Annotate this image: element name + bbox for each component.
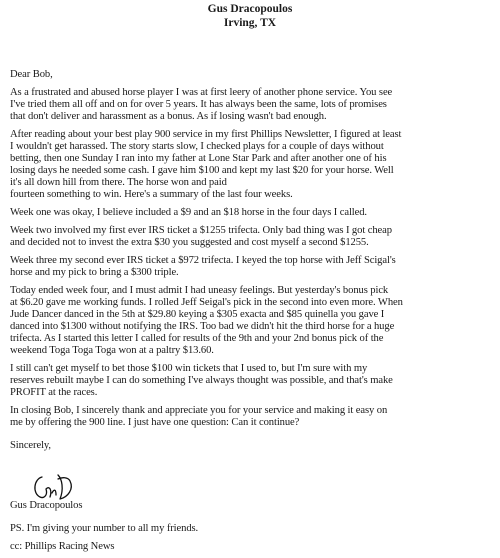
body-line: that don't deliver and harassment as a bonus. As if losing wasn't bad enough. [10, 111, 327, 122]
body-line: weekend Toga Toga Toga won at a paltry $13.60. [10, 345, 214, 356]
body-line: fourteen something to win. Here's a summary of the last four weeks. [10, 189, 293, 200]
body-line: After reading about your best play 900 service in my first Phillips Newsletter, I figured at least [10, 129, 402, 140]
body-line: at $6.20 gave me working funds. I rolled Jeff Seigal's pick in the second into even more. When [10, 297, 403, 308]
body-line: Week three my second ever IRS ticket a $972 trifecta. I keyed the top horse with Jeff Scigal's [10, 255, 396, 266]
body-line: In closing Bob, I sincerely thank and appreciate you for your service and making it easy on [10, 405, 388, 416]
cc-line: cc: Phillips Racing News [10, 541, 115, 552]
body-line: I've tried them all off and on for over 5 years. It has always been the same, lots of promises [10, 99, 387, 110]
body-line: betting, then one Sunday I ran into my father at Lone Star Park and after another one of his [10, 153, 387, 164]
body-line: PROFIT at the races. [10, 387, 98, 398]
closing: Sincerely, [10, 440, 51, 451]
body-line: Week one was okay, I believe included a $9 and an $18 horse in the four days I called. [10, 207, 367, 218]
handwritten-signature [28, 471, 88, 503]
body-line: danced into $1300 without notifying the IRS. Too bad we didn't hit the third horse for a huge [10, 321, 395, 332]
signatory-name: Gus Dracopoulos [10, 500, 83, 511]
sender-name: Gus Dracopoulos [207, 3, 293, 15]
body-line: and decided not to invest the extra $30 you suggested and cost myself a second $1255. [10, 237, 369, 248]
salutation: Dear Bob, [10, 69, 53, 80]
sender-city: Irving, TX [223, 17, 277, 29]
body-line: Week two involved my first ever IRS ticket a $1255 trifecta. Only bad thing was I got cheap [10, 225, 392, 236]
postscript: PS. I'm giving your number to all my friends. [10, 523, 199, 534]
body-line: Jude Dancer danced in the 5th at $29.80 keying a $305 exacta and $85 quinella you gave I [10, 309, 385, 320]
body-line: As a frustrated and abused horse player I was at first leery of another phone service. You see [10, 87, 393, 98]
body-line: I still can't get myself to bet those $100 win tickets that I used to, but I'm sure with my [10, 363, 368, 374]
body-line: Today ended week four, and I must admit I had uneasy feelings. But yesterday's bonus pick [10, 285, 389, 296]
body-line: losing days he needed some cash. I gave him $100 and kept my last $20 for your horse. Well [10, 165, 394, 176]
body-line: me by offering the 900 line. I just have one question: Can it continue? [10, 417, 300, 428]
body-line: it's all down hill from there. The horse won and paid [10, 177, 227, 188]
body-line: trifecta. As I started this letter I called for results of the 9th and your 2nd bonus pick of the [10, 333, 384, 344]
body-line: I wouldn't get harassed. The story starts slow, I checked plays for a couple of days without [10, 141, 384, 152]
body-line: reserves rebuilt maybe I can do something I've always thought was possible, and that's make [10, 375, 393, 386]
body-line: horse and my pick to bring a $300 triple. [10, 267, 179, 278]
